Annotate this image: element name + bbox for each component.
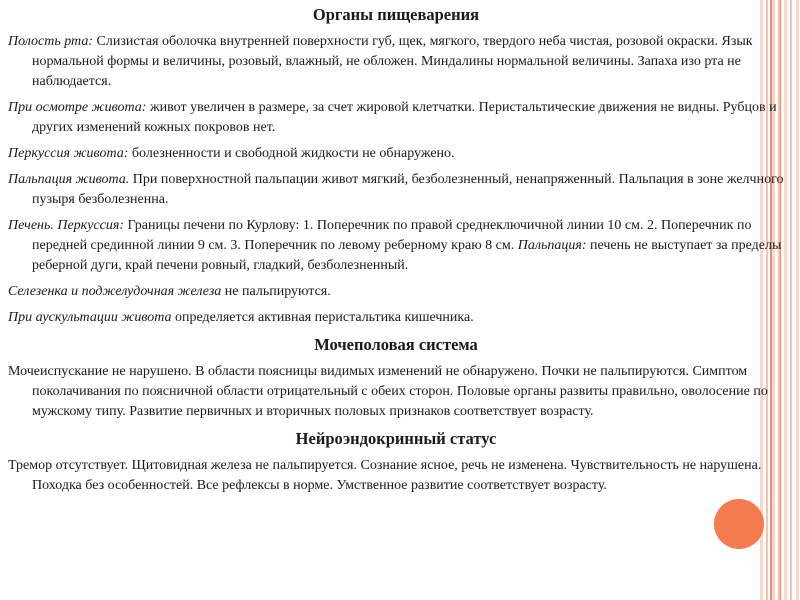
paragraph-oral-cavity bbox=[8, 32, 784, 92]
paragraph-label: Селезенка и поджелудочная железа bbox=[8, 284, 222, 299]
paragraph-label: Перкуссия живота: bbox=[8, 146, 129, 161]
section-title-neuroendocrine: Нейроэндокринный статус bbox=[295, 429, 497, 448]
paragraph-text: печень не выступает за пределы реберной дуги, край печени ровный, гладкий, безболезненный. bbox=[32, 238, 782, 273]
paragraph-abdomen-inspection bbox=[8, 98, 784, 138]
paragraph-text: Тремор отсутствует. Щитовидная железа не пальпируется. Сознание ясное, речь не изменена. Чувствительность не нарушена. Походка без особенностей. Все рефлексы в норме. Умственное развитие соответствует возрасту. bbox=[8, 458, 762, 493]
section-title-genitourinary: Мочеполовая система bbox=[314, 335, 478, 354]
paragraph-text: определяется активная перистальтика кишечника. bbox=[171, 310, 474, 325]
paragraph-text: Слизистая оболочка внутренней поверхности губ, щек, мягкого, твердого неба чистая, розовой окраски. Язык нормальной формы и величины, розовый, влажный, не обложен. Миндалины нормальной величины. Запаха изо рта не наблюдается. bbox=[32, 34, 753, 89]
paragraph-text: живот увеличен в размере, за счет жировой клетчатки. Перистальтические движения не видны. Рубцов и других изменений кожных покровов нет. bbox=[32, 100, 777, 135]
paragraph-abdomen-palpation bbox=[8, 170, 784, 210]
paragraph-label: При аускультации живота bbox=[8, 310, 172, 325]
paragraph-label: При осмотре живота: bbox=[8, 100, 147, 115]
paragraph-spleen-pancreas bbox=[8, 282, 784, 302]
paragraph-text: Границы печени по Курлову: 1. Поперечник по правой среднеключичной линии 10 см. 2. Поперечник по передней срединной линии 9 см. 3. Поперечник по левому реберному краю 8 см. bbox=[32, 218, 752, 253]
paragraph-abdomen-percussion bbox=[8, 144, 784, 164]
paragraph-label: Полость рта: bbox=[8, 34, 93, 49]
paragraph-text: не пальпируются. bbox=[221, 284, 331, 299]
paragraph-auscultation bbox=[8, 308, 784, 328]
paragraph-genitourinary bbox=[8, 362, 784, 422]
section-title-digestive: Органы пищеварения bbox=[312, 5, 480, 24]
paragraph-liver bbox=[8, 216, 784, 276]
paragraph-label: Печень. Перкуссия: bbox=[8, 218, 125, 233]
paragraph-label: Пальпация: bbox=[517, 238, 587, 253]
slide-content bbox=[8, 4, 784, 502]
paragraph-label: Пальпация живота. bbox=[8, 172, 130, 187]
paragraph-text: При поверхностной пальпации живот мягкий, безболезненный, ненапряженный. Пальпация в зоне желчного пузыря безболезненна. bbox=[32, 172, 784, 207]
paragraph-neuroendocrine bbox=[8, 456, 784, 496]
paragraph-text: болезненности и свободной жидкости не обнаружено. bbox=[128, 146, 455, 161]
paragraph-text: Мочеиспускание не нарушено. В области поясницы видимых изменений не обнаружено. Почки не пальпируются. Симптом поколачивания по поясничной области отрицательный с обеих сторон. Половые органы развиты правильно, оволосение по мужскому типу. Развитие первичных и вторичных половых признаков соответствует возрасту. bbox=[8, 364, 768, 419]
decorative-circle bbox=[714, 499, 764, 549]
